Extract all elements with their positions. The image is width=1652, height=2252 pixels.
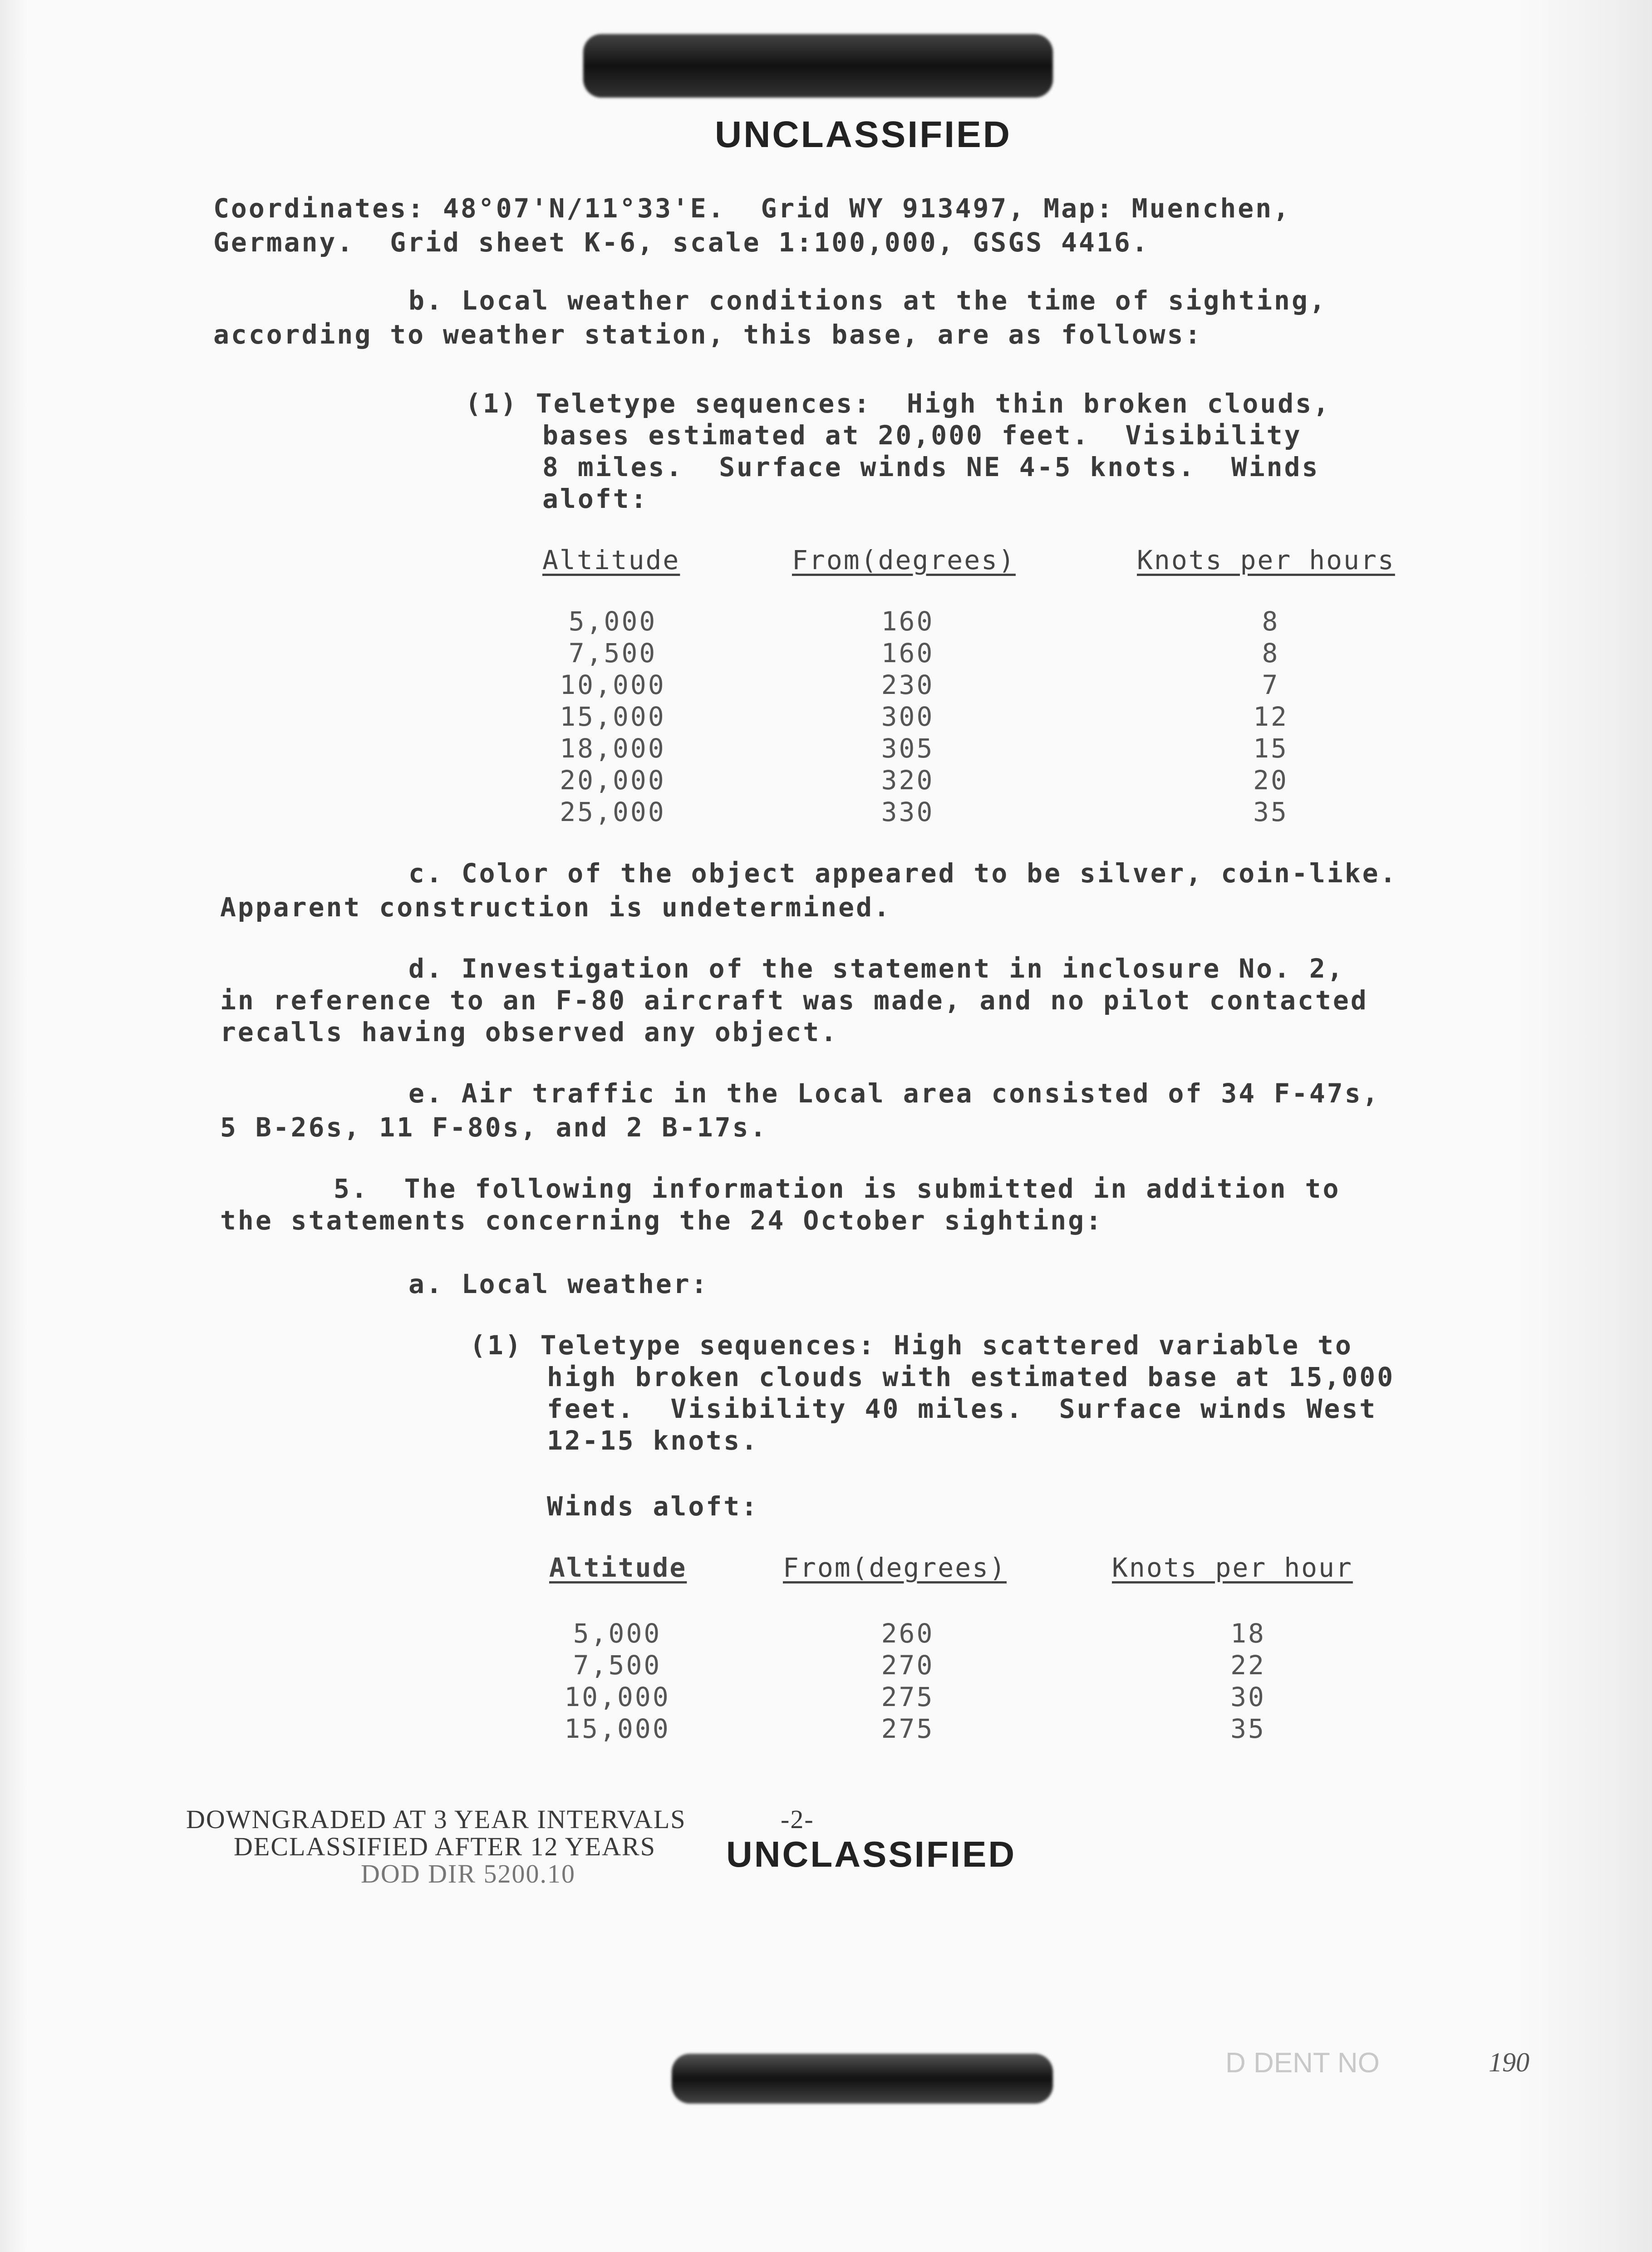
table1-cell: 15,000 <box>560 701 666 732</box>
table2-cell: 18 <box>1230 1618 1266 1649</box>
page-number: 190 <box>1489 2047 1529 2077</box>
para-e-line-2: 5 B-26s, 11 F-80s, and 2 B-17s. <box>220 1112 768 1143</box>
teletype1-line-2: bases estimated at 20,000 feet. Visibility <box>542 420 1302 451</box>
para-e-line-1: e. Air traffic in the Local area consisted of 34 F-47s, <box>408 1078 1380 1109</box>
ident-stamp-faint: D DENT NO <box>1225 2047 1380 2079</box>
table2-cell: 22 <box>1230 1650 1266 1681</box>
classification-stamp-top: UNCLASSIFIED <box>715 114 1012 155</box>
table1-cell: 5,000 <box>568 606 657 637</box>
table2-cell: 35 <box>1230 1713 1266 1744</box>
table2-cell: 5,000 <box>573 1618 662 1649</box>
table1-header-altitude: Altitude <box>542 545 680 575</box>
para-c-line-1: c. Color of the object appeared to be silver, coin-like. <box>408 858 1398 889</box>
table2-cell: 275 <box>881 1713 934 1744</box>
table1-cell: 20,000 <box>560 765 666 796</box>
teletype1-line-1: (1) Teletype sequences: High thin broken clouds, <box>465 388 1331 419</box>
directive-notice: DOD DIR 5200.10 <box>361 1859 576 1888</box>
para-d-line-3: recalls having observed any object. <box>220 1017 839 1047</box>
para-5-line-1: 5. The following information is submitted in addition to <box>334 1173 1341 1204</box>
table1-cell: 12 <box>1253 701 1288 732</box>
teletype2-winds-aloft: Winds aloft: <box>547 1491 759 1522</box>
scan-edge-right <box>1516 0 1652 2252</box>
teletype2-line-4: 12-15 knots. <box>547 1425 759 1456</box>
intro-line-1: Coordinates: 48°07'N/11°33'E. Grid WY 913497, Map: Muenchen, <box>213 193 1291 224</box>
teletype1-line-3: 8 miles. Surface winds NE 4-5 knots. Winds <box>542 452 1320 482</box>
para-b-line-1: b. Local weather conditions at the time of sighting, <box>408 285 1327 316</box>
table2-cell: 270 <box>881 1650 934 1681</box>
table1-cell: 300 <box>881 701 934 732</box>
table1-cell: 8 <box>1262 638 1280 669</box>
redaction-bar-bottom <box>672 2054 1053 2104</box>
table1-header-knots: Knots per hours <box>1137 545 1395 575</box>
table1-cell: 305 <box>881 733 934 764</box>
table1-header-from: From(degrees) <box>792 545 1016 575</box>
table1-cell: 8 <box>1262 606 1280 637</box>
table2-cell: 275 <box>881 1682 934 1712</box>
table1-cell: 7 <box>1262 669 1280 700</box>
table2-cell: 10,000 <box>564 1682 670 1712</box>
teletype2-line-1: (1) Teletype sequences: High scattered variable to <box>470 1330 1353 1361</box>
table1-cell: 160 <box>881 638 934 669</box>
table2-cell: 7,500 <box>573 1650 662 1681</box>
table1-cell: 230 <box>881 669 934 700</box>
table1-cell: 18,000 <box>560 733 666 764</box>
table2-cell: 30 <box>1230 1682 1266 1712</box>
table1-cell: 15 <box>1253 733 1288 764</box>
para-d-line-1: d. Investigation of the statement in inclosure No. 2, <box>408 953 1345 984</box>
teletype2-line-3: feet. Visibility 40 miles. Surface winds West <box>547 1393 1377 1424</box>
table2-header-from: From(degrees) <box>783 1552 1007 1583</box>
table2-header-altitude: Altitude <box>549 1552 687 1583</box>
table1-cell: 20 <box>1253 765 1288 796</box>
table1-cell: 330 <box>881 797 934 827</box>
downgrade-notice: DOWNGRADED AT 3 YEAR INTERVALS <box>186 1805 686 1834</box>
classification-stamp-bottom: UNCLASSIFIED <box>726 1834 1017 1874</box>
table2-cell: 15,000 <box>564 1713 670 1744</box>
para-d-line-2: in reference to an F-80 aircraft was made, and no pilot contacted <box>220 985 1368 1016</box>
redaction-bar-top <box>583 34 1053 98</box>
table1-cell: 160 <box>881 606 934 637</box>
page-marker: -2- <box>781 1805 814 1834</box>
table1-cell: 320 <box>881 765 934 796</box>
table1-cell: 35 <box>1253 797 1288 827</box>
table2-cell: 260 <box>881 1618 934 1649</box>
teletype2-line-2: high broken clouds with estimated base at 15,000 <box>547 1362 1395 1392</box>
para-5-line-2: the statements concerning the 24 October sighting: <box>220 1205 1103 1236</box>
table1-cell: 10,000 <box>560 669 666 700</box>
intro-line-2: Germany. Grid sheet K-6, scale 1:100,000, GSGS 4416. <box>213 227 1150 258</box>
para-b-line-2: according to weather station, this base, are as follows: <box>213 319 1203 350</box>
scan-edge-left <box>0 0 27 2252</box>
teletype1-line-4: aloft: <box>542 483 649 514</box>
table1-cell: 7,500 <box>568 638 657 669</box>
declassified-notice: DECLASSIFIED AFTER 12 YEARS <box>234 1832 656 1861</box>
table2-header-knots: Knots per hour <box>1112 1552 1353 1583</box>
para-c-line-2: Apparent construction is undetermined. <box>220 892 891 923</box>
table1-cell: 25,000 <box>560 797 666 827</box>
para-5a-line-1: a. Local weather: <box>408 1269 709 1299</box>
